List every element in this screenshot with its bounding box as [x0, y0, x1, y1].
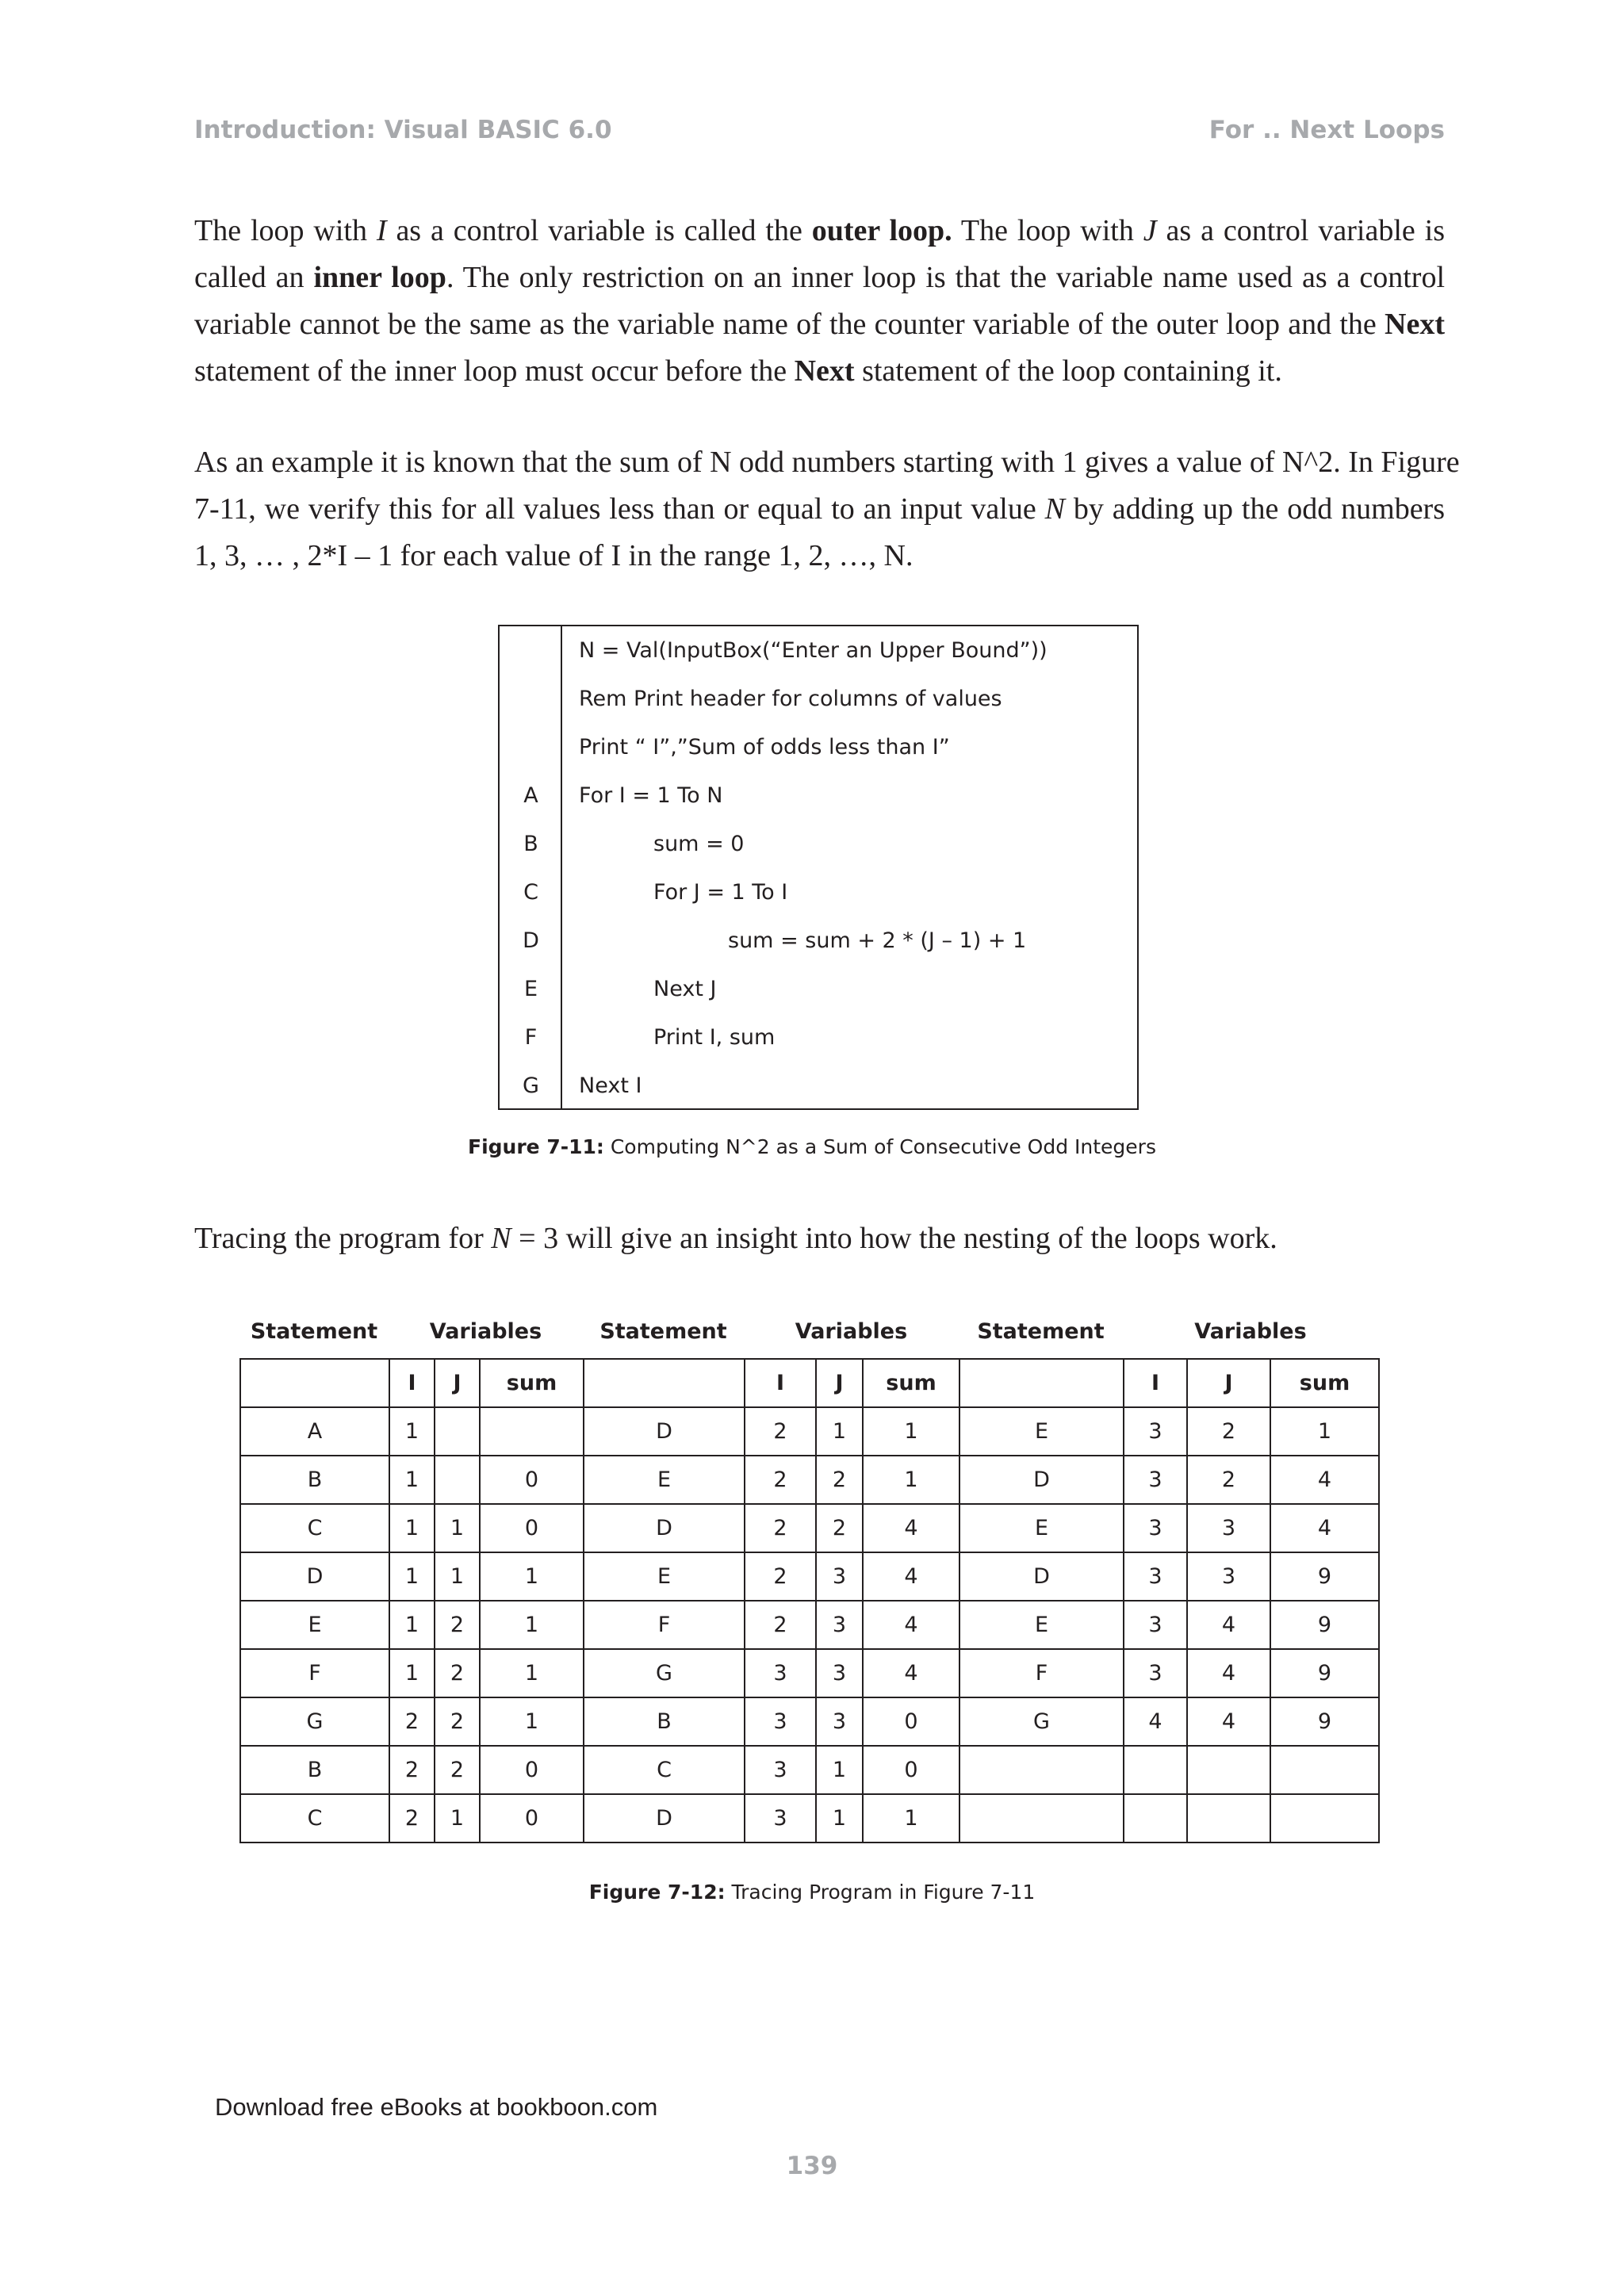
- code-text: Print “ I”,”Sum of odds less than I”: [579, 735, 950, 760]
- table-cell: [959, 1746, 1124, 1794]
- code-text: Next I: [579, 1073, 642, 1098]
- code-text: sum = sum + 2 * (J – 1) + 1: [728, 928, 1027, 953]
- table-cell: 3: [1187, 1552, 1270, 1601]
- table-cell: 3: [816, 1552, 863, 1601]
- table-cell: B: [240, 1746, 389, 1794]
- table-cell: 1: [389, 1504, 435, 1552]
- table-cell: 2: [816, 1504, 863, 1552]
- code-line: [500, 771, 1137, 820]
- paragraph-outer-inner-loop: The loop with I as a control variable is called the outer loop. The loop with J as a control variable is called an inner loop. The only restriction on an inner loop is that the variable name used as a control variable cannot be the same as the variable name of the counter variable of the outer loop and the Next statement of the inner loop must occur before the Next statement of the loop containing it.: [194, 214, 1445, 388]
- table-cell: 4: [863, 1649, 959, 1697]
- table-cell: 1: [863, 1456, 959, 1504]
- table-cell: 4: [863, 1552, 959, 1601]
- table-row: [240, 1746, 1379, 1794]
- table-cell: 3: [1187, 1504, 1270, 1552]
- table-cell: 2: [435, 1697, 480, 1746]
- code-text: Next J: [653, 977, 717, 1001]
- table-cell: 1: [816, 1746, 863, 1794]
- table-cell: G: [240, 1697, 389, 1746]
- table-cell: 1: [863, 1407, 959, 1456]
- table-cell: 1: [389, 1407, 435, 1456]
- table-cell: D: [584, 1407, 745, 1456]
- table-cell: 0: [480, 1504, 584, 1552]
- table-cell: D: [959, 1552, 1124, 1601]
- table-cell: G: [584, 1649, 745, 1697]
- code-text: Rem Print header for columns of values: [579, 687, 1002, 711]
- table-cell: 1: [435, 1504, 480, 1552]
- table-cell: 4: [1270, 1504, 1379, 1552]
- trace-subheader-row: [240, 1359, 1379, 1407]
- table-cell: 3: [745, 1697, 816, 1746]
- statement-label: C: [523, 880, 538, 905]
- table-cell: 9: [1270, 1697, 1379, 1746]
- table-cell: 4: [863, 1601, 959, 1649]
- table-cell: [480, 1407, 584, 1456]
- table-cell: 3: [816, 1697, 863, 1746]
- table-cell: 2: [745, 1504, 816, 1552]
- trace-subheader-cell: I: [389, 1359, 435, 1407]
- code-line: [500, 820, 1137, 868]
- table-cell: 2: [389, 1794, 435, 1843]
- table-cell: 9: [1270, 1649, 1379, 1697]
- statement-label: B: [523, 832, 538, 856]
- table-row: [240, 1456, 1379, 1504]
- code-line: [500, 868, 1137, 916]
- table-cell: [959, 1794, 1124, 1843]
- table-cell: D: [240, 1552, 389, 1601]
- code-line: [500, 965, 1137, 1013]
- table-cell: 1: [480, 1601, 584, 1649]
- table-cell: 3: [745, 1746, 816, 1794]
- code-text: sum = 0: [653, 832, 745, 856]
- table-cell: 1: [435, 1552, 480, 1601]
- code-text: For I = 1 To N: [579, 783, 723, 808]
- table-cell: 1: [1270, 1407, 1379, 1456]
- page-number: 139: [786, 2152, 838, 2180]
- table-cell: 2: [1187, 1456, 1270, 1504]
- table-cell: 0: [863, 1746, 959, 1794]
- table-row: [240, 1649, 1379, 1697]
- table-cell: F: [240, 1649, 389, 1697]
- code-line: [500, 675, 1137, 723]
- table-row: [240, 1601, 1379, 1649]
- table-cell: G: [959, 1697, 1124, 1746]
- paragraph-tracing-intro: Tracing the program for N = 3 will give an insight into how the nesting of the loops work.: [194, 1222, 1277, 1255]
- table-cell: 1: [389, 1456, 435, 1504]
- code-line: [500, 1013, 1137, 1062]
- table-cell: D: [584, 1794, 745, 1843]
- table-cell: 2: [435, 1649, 480, 1697]
- code-text: N = Val(InputBox(“Enter an Upper Bound”)): [579, 638, 1048, 663]
- table-cell: [1187, 1794, 1270, 1843]
- trace-group-header: Variables: [1194, 1319, 1307, 1344]
- trace-group-header: Statement: [250, 1319, 378, 1344]
- code-line: [500, 723, 1137, 771]
- trace-subheader-cell: [584, 1359, 745, 1407]
- table-cell: 3: [745, 1649, 816, 1697]
- paragraph-odd-sum-example: As an example it is known that the sum of N odd numbers starting with 1 gives a value of N^2. In Figure 7-11, we verify this for all values less than or equal to an input value N by adding up the odd numbers 1, 3, … , 2*I – 1 for each value of I in the range 1, 2, …, N.: [194, 446, 1460, 572]
- code-line: [500, 1062, 1137, 1110]
- trace-subheader-cell: J: [1187, 1359, 1270, 1407]
- table-cell: 9: [1270, 1601, 1379, 1649]
- table-cell: D: [959, 1456, 1124, 1504]
- table-cell: 2: [745, 1601, 816, 1649]
- table-cell: 3: [1124, 1601, 1187, 1649]
- table-cell: 2: [745, 1407, 816, 1456]
- trace-subheader-cell: J: [816, 1359, 863, 1407]
- code-line: [500, 916, 1137, 965]
- table-row: [240, 1407, 1379, 1456]
- trace-subheader-cell: I: [745, 1359, 816, 1407]
- table-cell: 1: [480, 1697, 584, 1746]
- table-cell: 3: [816, 1601, 863, 1649]
- trace-group-header: Variables: [795, 1319, 908, 1344]
- download-link[interactable]: Download free eBooks at bookboon.com: [215, 2093, 658, 2121]
- trace-subheader-cell: sum: [480, 1359, 584, 1407]
- trace-subheader-cell: J: [435, 1359, 480, 1407]
- statement-label: A: [523, 783, 538, 808]
- table-cell: 1: [816, 1407, 863, 1456]
- table-cell: 3: [1124, 1407, 1187, 1456]
- table-cell: [435, 1407, 480, 1456]
- code-text: For J = 1 To I: [653, 880, 788, 905]
- table-cell: 9: [1270, 1552, 1379, 1601]
- table-cell: F: [959, 1649, 1124, 1697]
- table-cell: 4: [1270, 1456, 1379, 1504]
- table-row: [240, 1794, 1379, 1843]
- table-cell: 0: [480, 1746, 584, 1794]
- table-cell: [1124, 1794, 1187, 1843]
- table-cell: C: [240, 1504, 389, 1552]
- trace-subheader-cell: I: [1124, 1359, 1187, 1407]
- table-cell: 3: [745, 1794, 816, 1843]
- table-cell: 4: [1124, 1697, 1187, 1746]
- table-cell: F: [584, 1601, 745, 1649]
- table-cell: B: [584, 1697, 745, 1746]
- figure-7-12-caption: Figure 7-12: Tracing Program in Figure 7-11: [588, 1881, 1036, 1904]
- table-cell: [1187, 1746, 1270, 1794]
- table-cell: E: [240, 1601, 389, 1649]
- table-row: [240, 1504, 1379, 1552]
- trace-table: [239, 1358, 1380, 1843]
- statement-label: D: [523, 928, 539, 953]
- statement-label: F: [524, 1025, 538, 1050]
- trace-subheader-cell: sum: [863, 1359, 959, 1407]
- table-cell: 2: [389, 1746, 435, 1794]
- table-row: [240, 1552, 1379, 1601]
- table-cell: 0: [480, 1794, 584, 1843]
- table-cell: 2: [435, 1601, 480, 1649]
- running-header-title: Introduction: Visual BASIC 6.0: [194, 116, 612, 144]
- table-cell: D: [584, 1504, 745, 1552]
- table-cell: E: [959, 1407, 1124, 1456]
- table-cell: E: [959, 1601, 1124, 1649]
- table-cell: 1: [389, 1552, 435, 1601]
- table-cell: C: [584, 1746, 745, 1794]
- trace-subheader-cell: [240, 1359, 389, 1407]
- table-cell: 2: [389, 1697, 435, 1746]
- trace-group-header: Statement: [599, 1319, 727, 1344]
- statement-label: G: [523, 1073, 539, 1098]
- table-cell: E: [584, 1456, 745, 1504]
- table-cell: [1270, 1746, 1379, 1794]
- table-cell: 1: [435, 1794, 480, 1843]
- table-cell: 3: [816, 1649, 863, 1697]
- table-cell: 2: [435, 1746, 480, 1794]
- code-text: Print I, sum: [653, 1025, 776, 1050]
- table-cell: 3: [1124, 1649, 1187, 1697]
- table-cell: 2: [745, 1456, 816, 1504]
- table-cell: 1: [480, 1552, 584, 1601]
- table-cell: 2: [745, 1552, 816, 1601]
- table-cell: A: [240, 1407, 389, 1456]
- figure-7-11-caption: Figure 7-11: Computing N^2 as a Sum of Consecutive Odd Integers: [468, 1135, 1156, 1158]
- trace-table-group-headers: [0, 1319, 1624, 1351]
- table-cell: 1: [863, 1794, 959, 1843]
- table-cell: C: [240, 1794, 389, 1843]
- table-cell: E: [959, 1504, 1124, 1552]
- table-cell: 1: [816, 1794, 863, 1843]
- table-cell: 4: [1187, 1697, 1270, 1746]
- table-cell: B: [240, 1456, 389, 1504]
- table-cell: 2: [1187, 1407, 1270, 1456]
- table-cell: 4: [863, 1504, 959, 1552]
- table-cell: 4: [1187, 1649, 1270, 1697]
- table-cell: 0: [480, 1456, 584, 1504]
- table-cell: 3: [1124, 1504, 1187, 1552]
- table-cell: 3: [1124, 1456, 1187, 1504]
- trace-group-header: Statement: [977, 1319, 1105, 1344]
- table-cell: 0: [863, 1697, 959, 1746]
- table-cell: [1270, 1794, 1379, 1843]
- table-row: [240, 1697, 1379, 1746]
- table-cell: 1: [389, 1649, 435, 1697]
- trace-subheader-cell: [959, 1359, 1124, 1407]
- table-cell: 4: [1187, 1601, 1270, 1649]
- statement-label: E: [523, 977, 538, 1001]
- table-cell: 3: [1124, 1552, 1187, 1601]
- table-cell: [435, 1456, 480, 1504]
- trace-group-header: Variables: [429, 1319, 542, 1344]
- table-cell: 1: [389, 1601, 435, 1649]
- table-cell: [1124, 1746, 1187, 1794]
- table-cell: E: [584, 1552, 745, 1601]
- running-header-section: For .. Next Loops: [1208, 116, 1445, 144]
- code-figure-7-11: [498, 625, 1139, 1110]
- table-cell: 2: [816, 1456, 863, 1504]
- table-cell: 1: [480, 1649, 584, 1697]
- trace-subheader-cell: sum: [1270, 1359, 1379, 1407]
- code-line: [500, 626, 1137, 675]
